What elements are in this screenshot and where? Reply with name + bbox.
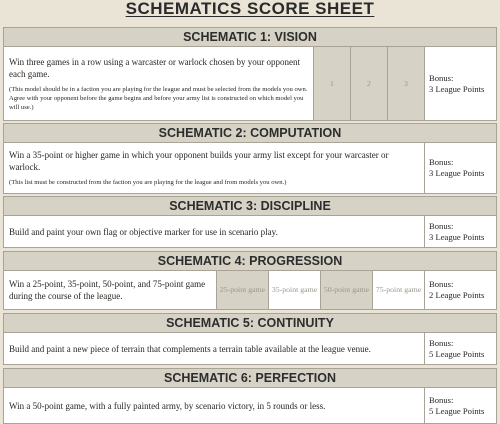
- schematic-4-checkbox-50[interactable]: 50-point game: [320, 271, 372, 309]
- schematic-1-checkbox-3[interactable]: 3: [387, 47, 424, 120]
- schematic-4-checkbox-25[interactable]: 25-point game: [216, 271, 268, 309]
- schematic-3-row: [3, 216, 497, 248]
- bonus-value: 3 League Points: [429, 231, 485, 242]
- bonus-value: 3 League Points: [429, 83, 485, 94]
- schematic-5-row: [3, 333, 497, 365]
- schematic-1-description-cell: [4, 47, 313, 120]
- schematic-6-section: [3, 368, 497, 424]
- schematic-3-description: Build and paint your own flag or objective marker for use in scenario play.: [9, 226, 278, 237]
- bonus-label: Bonus:: [429, 279, 454, 289]
- schematic-5-section: [3, 313, 497, 365]
- schematic-3-header: SCHEMATIC 3: DISCIPLINE: [3, 196, 497, 216]
- schematic-2-description-cell: [4, 143, 424, 193]
- schematic-2-section: [3, 123, 497, 194]
- schematic-2-row: [3, 143, 497, 194]
- schematic-2-note: (This list must be constructed from the faction you are playing for the league and from models you own.): [9, 179, 287, 186]
- schematic-3-bonus: [424, 216, 496, 247]
- schematic-1-checkbox-1[interactable]: 1: [313, 47, 350, 120]
- schematic-4-section: [3, 251, 497, 310]
- schematic-1-note: (This model should be in a faction you are playing for the league and must be selected from the models you own. Agree with your opponent before the game begins and before your army list is constructed on which model you will use.): [9, 85, 308, 111]
- schematic-1-checkbox-2[interactable]: 2: [350, 47, 387, 120]
- schematic-6-header: SCHEMATIC 6: PERFECTION: [3, 368, 497, 388]
- schematic-4-row: [3, 271, 497, 310]
- bonus-label: Bonus:: [429, 220, 454, 231]
- bonus-value: 3 League Points: [429, 168, 485, 178]
- schematic-4-checkbox-35[interactable]: 35-point game: [268, 271, 320, 309]
- schematic-4-header: SCHEMATIC 4: PROGRESSION: [3, 251, 497, 271]
- schematic-6-description-cell: [4, 388, 424, 423]
- schematic-6-bonus: [424, 388, 496, 423]
- schematic-1-section: [3, 27, 497, 121]
- schematic-5-header: SCHEMATIC 5: CONTINUITY: [3, 313, 497, 333]
- bonus-value: 2 League Points: [429, 290, 485, 300]
- page-title: SCHEMATICS SCORE SHEET: [125, 0, 375, 18]
- schematic-3-section: [3, 196, 497, 248]
- schematic-2-description: Win a 35-point or higher game in which your opponent builds your army list except for your warcaster or warlock.: [9, 150, 389, 172]
- schematic-2-bonus: [424, 143, 496, 193]
- schematic-6-row: [3, 388, 497, 424]
- schematic-5-bonus: [424, 333, 496, 364]
- bonus-value: 5 League Points: [429, 348, 485, 359]
- schematic-5-description-cell: [4, 333, 424, 364]
- schematic-1-bonus: [424, 47, 496, 120]
- schematic-3-description-cell: [4, 216, 424, 247]
- schematic-1-description: Win three games in a row using a warcaster or warlock chosen by your opponent each game.: [9, 56, 301, 79]
- schematic-4-description-cell: [4, 271, 216, 309]
- bonus-label: Bonus:: [429, 157, 454, 167]
- bonus-label: Bonus:: [429, 337, 454, 348]
- schematic-1-row: [3, 47, 497, 121]
- schematic-4-description: Win a 25-point, 35-point, 50-point, and 75-point game during the course of the league.: [9, 279, 206, 301]
- schematic-4-checkbox-75[interactable]: 75-point game: [372, 271, 424, 309]
- bonus-label: Bonus:: [429, 72, 454, 83]
- schematic-1-header: SCHEMATIC 1: VISION: [3, 27, 497, 47]
- schematic-5-description: Build and paint a new piece of terrain that complements a terrain table available at the league venue.: [9, 343, 371, 354]
- bonus-value: 5 League Points: [429, 405, 485, 416]
- schematic-2-header: SCHEMATIC 2: COMPUTATION: [3, 123, 497, 143]
- schematic-6-description: Win a 50-point game, with a fully painted army, by scenario victory, in 5 rounds or less.: [9, 400, 326, 411]
- schematic-4-bonus: [424, 271, 496, 309]
- bonus-label: Bonus:: [429, 394, 454, 405]
